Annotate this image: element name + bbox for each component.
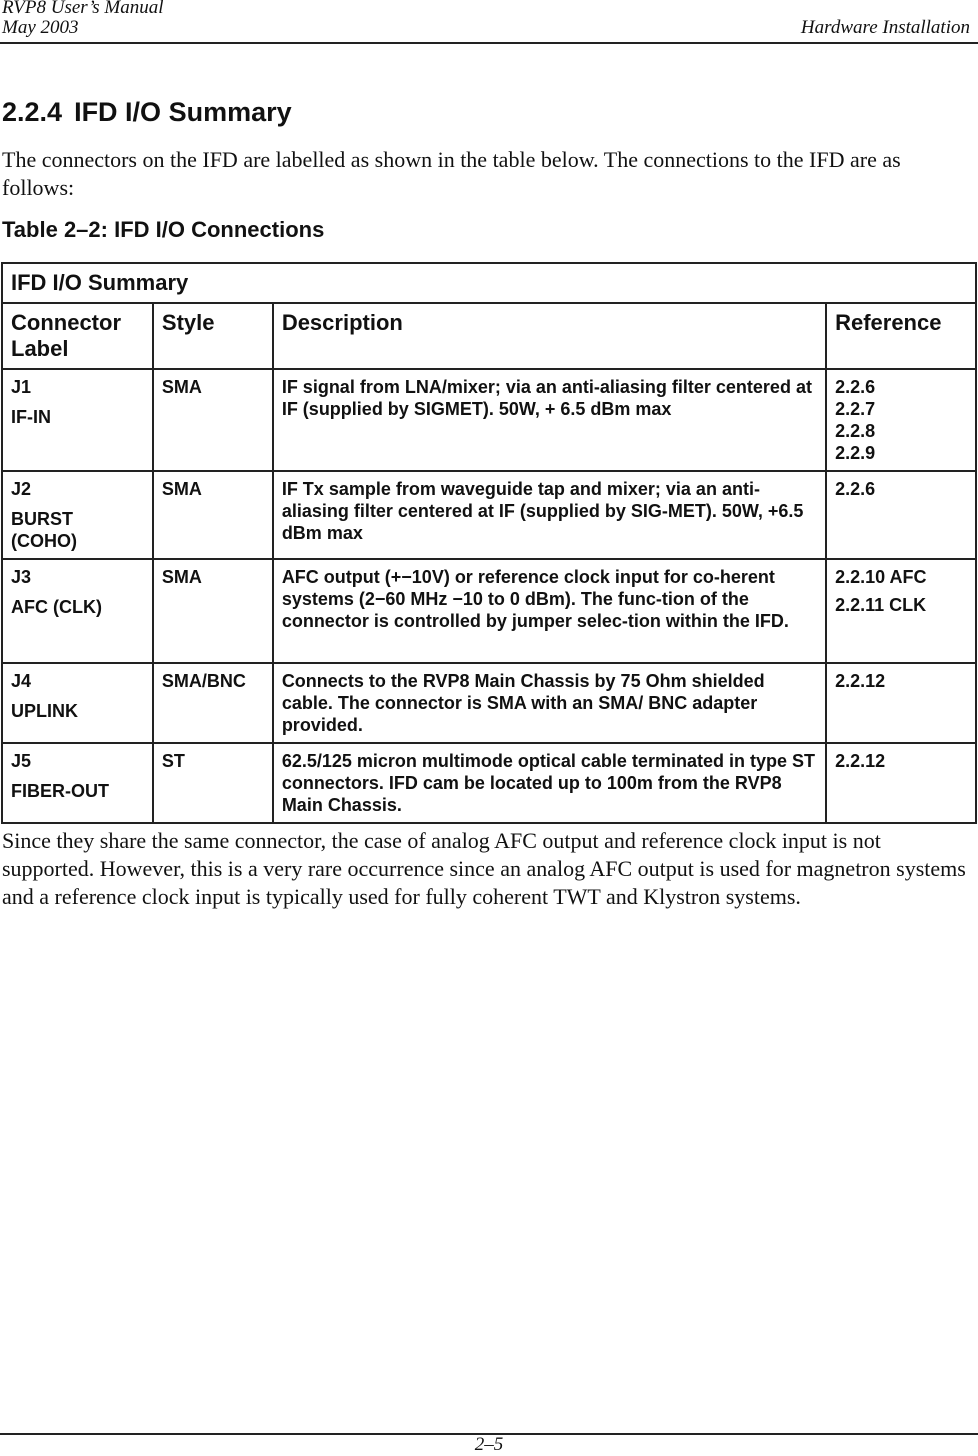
connector-cell — [2, 559, 153, 663]
header-connector: Connector Label — [2, 303, 153, 369]
manual-title: RVP8 User’s Manual — [2, 0, 164, 18]
intro-paragraph: The connectors on the IFD are labelled as shown in the table below. The connections to the IFD are as follows: — [2, 147, 901, 200]
connector-id: J1 — [11, 377, 32, 397]
page-header — [0, 0, 978, 44]
header-style: Style — [153, 303, 273, 369]
description-cell: 62.5/125 micron multimode optical cable terminated in type ST connectors. IFD cam be located up to 100m from the RVP8 Main Chassis. — [273, 743, 826, 823]
table-title: IFD I/O Summary — [2, 263, 976, 303]
description-cell: AFC output (+−10V) or reference clock input for co-herent systems (2−60 MHz −10 to 0 dBm). The func-tion of the connector is controlled by jumper selec-tion within the IFD. — [273, 559, 826, 663]
reference-value: 2.2.10 AFC — [835, 567, 927, 587]
connector-id: J3 — [11, 567, 32, 587]
connector-name: BURST (COHO) — [11, 509, 77, 551]
table-row — [2, 471, 976, 559]
reference-cell — [826, 471, 976, 559]
connector-cell — [2, 369, 153, 471]
table-caption: Table 2–2: IFD I/O Connections — [2, 217, 325, 242]
description-cell: Connects to the RVP8 Main Chassis by 75 Ohm shielded cable. The connector is SMA with an SMA/ BNC adapter provided. — [273, 663, 826, 743]
description-cell: IF signal from LNA/mixer; via an anti-aliasing filter centered at IF (supplied by SIGMET). 50W, + 6.5 dBm max — [273, 369, 826, 471]
connector-id: J4 — [11, 671, 32, 691]
reference-cell — [826, 663, 976, 743]
reference-cell — [826, 559, 976, 663]
connector-name: UPLINK — [11, 701, 78, 721]
connector-name: AFC (CLK) — [11, 597, 102, 617]
chapter-title: Hardware Installation — [800, 17, 970, 38]
style-cell: SMA/BNC — [153, 663, 273, 743]
reference-value: 2.2.6 — [835, 479, 876, 499]
connector-id: J2 — [11, 479, 32, 499]
style-cell: SMA — [153, 471, 273, 559]
description-cell: IF Tx sample from waveguide tap and mixer; via an anti-aliasing filter centered at IF (supplied by SIG-MET). 50W, +6.5 dBm max — [273, 471, 826, 559]
connector-name: IF-IN — [11, 407, 51, 427]
section-title: IFD I/O Summary — [74, 97, 292, 127]
connector-name: FIBER-OUT — [11, 781, 109, 801]
reference-value: 2.2.8 — [835, 421, 876, 441]
reference-value: 2.2.7 — [835, 399, 876, 419]
section-heading — [2, 95, 292, 129]
reference-value: 2.2.6 — [835, 377, 876, 397]
style-cell: SMA — [153, 369, 273, 471]
reference-cell — [826, 369, 976, 471]
reference-value: 2.2.12 — [835, 751, 886, 771]
table-title-row — [2, 263, 976, 303]
connector-cell — [2, 663, 153, 743]
table-row — [2, 663, 976, 743]
header-left — [2, 0, 164, 38]
closing-paragraph: Since they share the same connector, the case of analog AFC output and reference clock input is not supported. However, this is a very rare occurrence since an analog AFC output is used for magnetron systems and a reference clock input is typically used for fully coherent TWT and Klystron systems. — [2, 828, 966, 909]
connector-id: J5 — [11, 751, 32, 771]
io-table — [1, 262, 977, 824]
header-description: Description — [273, 303, 826, 369]
style-cell: SMA — [153, 559, 273, 663]
reference-value: 2.2.11 CLK — [835, 595, 927, 615]
header-reference: Reference — [826, 303, 976, 369]
reference-cell — [826, 743, 976, 823]
table-row — [2, 559, 976, 663]
reference-value: 2.2.12 — [835, 671, 886, 691]
table-row — [2, 743, 976, 823]
section-number: 2.2.4 — [2, 97, 63, 127]
manual-date: May 2003 — [2, 17, 79, 38]
table-row — [2, 369, 976, 471]
connector-cell — [2, 471, 153, 559]
style-cell: ST — [153, 743, 273, 823]
page-number: 2–5 — [474, 1434, 504, 1455]
reference-value: 2.2.9 — [835, 443, 876, 463]
table-header-row — [2, 303, 976, 369]
connector-cell — [2, 743, 153, 823]
